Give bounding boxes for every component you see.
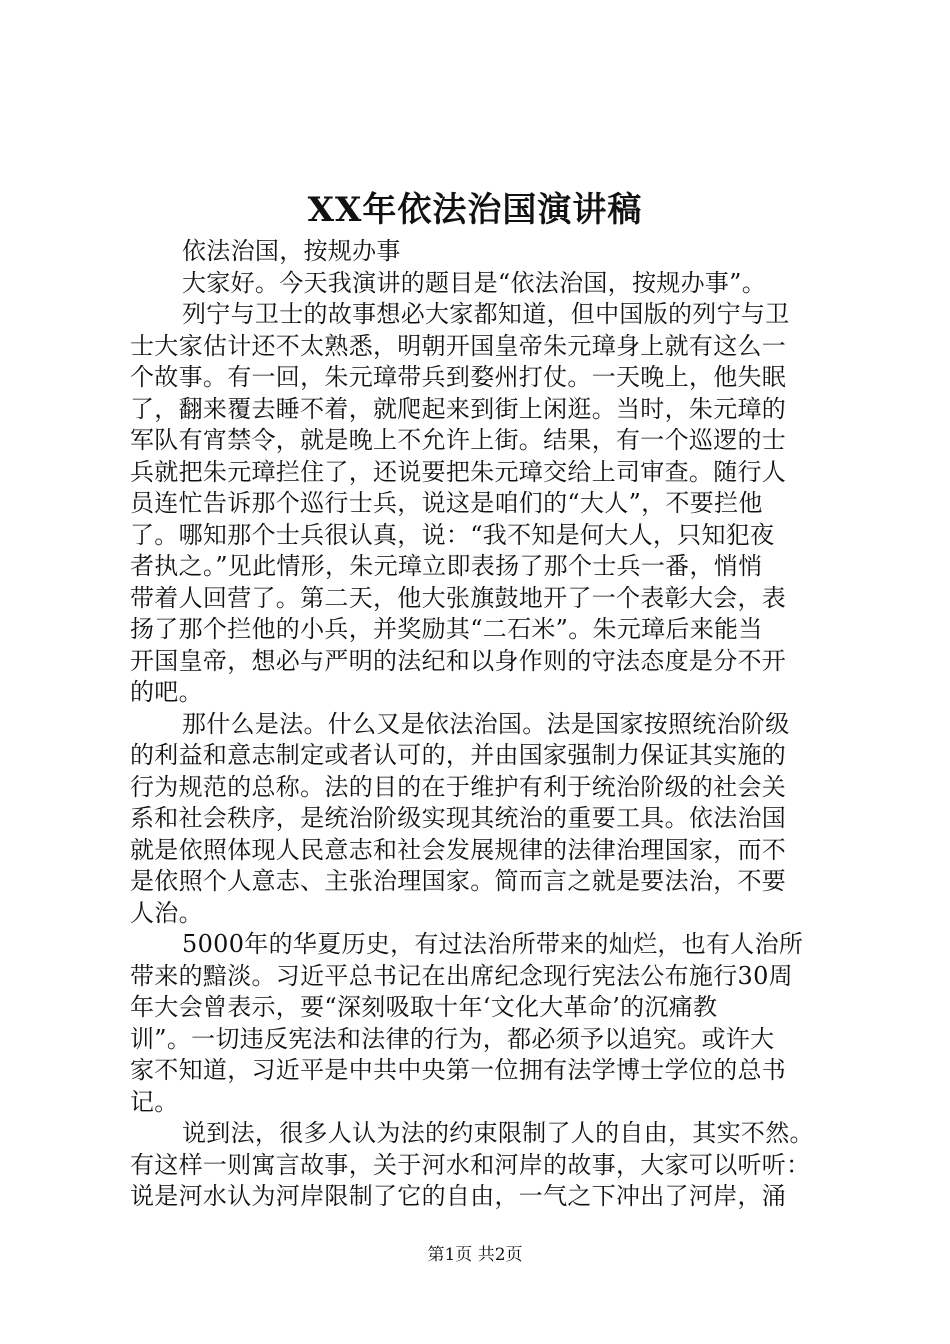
text-line: 是依照个人意志、主张治理国家。简而言之就是要法治，不要 (130, 867, 787, 895)
text-line: 说是河水认为河岸限制了它的自由，一气之下冲出了河岸，涌 (130, 1182, 787, 1210)
text-line: 记。 (130, 1087, 179, 1116)
text-line: 开国皇帝，想必与严明的法纪和以身作则的守法态度是分不开 (130, 646, 787, 675)
text-line: 系和社会秩序，是统治阶级实现其统治的重要工具。依法治国 (130, 804, 787, 832)
text-line: 就是依照体现人民意志和社会发展规律的法律治理国家，而不 (130, 835, 787, 864)
text-line: 扬了那个拦他的小兵，并奖励其“二石米”。朱元璋后来能当 (130, 615, 763, 643)
text-line: 带着人回营了。第二天，他大张旗鼓地开了一个表彰大会，表 (130, 583, 787, 612)
text-line: 5000年的华夏历史，有过法治所带来的灿烂，也有人治所 (182, 930, 804, 958)
text-line: 家不知道，习近平是中共中央第一位拥有法学博士学位的总书 (130, 1056, 787, 1084)
text-line: 大家好。今天我演讲的题目是“依法治国，按规办事”。 (182, 268, 767, 297)
text-line: 年大会曾表示，要“深刻吸取十年‘文化大革命’的沉痛教 (130, 993, 718, 1021)
text-line: 了，翻来覆去睡不着，就爬起来到街上闲逛。当时，朱元璋的 (130, 394, 787, 423)
text-line: 者执之。”见此情形，朱元璋立即表扬了那个士兵一番，悄悄 (130, 552, 763, 580)
text-line: 依法治国，按规办事 (182, 237, 401, 265)
text-line: 的吧。 (130, 678, 203, 706)
text-line: 的利益和意志制定或者认可的，并由国家强制力保证其实施的 (130, 741, 787, 769)
text-line: 那什么是法。什么又是依法治国。法是国家按照统治阶级 (182, 709, 790, 738)
text-line: 员连忙告诉那个巡行士兵，说这是咱们的“大人”，不要拦他 (130, 489, 763, 517)
document-body (130, 236, 842, 1213)
text-line: 列宁与卫士的故事想必大家都知道，但中国版的列宁与卫 (182, 300, 790, 328)
text-line: 人治。 (130, 898, 203, 927)
text-line: 个故事。有一回，朱元璋带兵到婺州打仗。一天晚上，他失眠 (130, 363, 787, 391)
text-line: 士大家估计还不太熟悉，明朝开国皇帝朱元璋身上就有这么一 (130, 331, 787, 360)
page-footer: 第1页 共2页 (427, 1245, 523, 1265)
text-line: 训”。一切违反宪法和法律的行为，都必须予以追究。或许大 (130, 1024, 775, 1053)
document-title: XX年依法治国演讲稿 (307, 190, 643, 230)
text-line: 有这样一则寓言故事，关于河水和河岸的故事，大家可以听听： (130, 1150, 811, 1179)
text-line: 了。哪知那个士兵很认真，说：“我不知是何大人，只知犯夜 (130, 520, 775, 549)
text-line: 兵就把朱元璋拦住了，还说要把朱元璋交给上司审查。随行人 (130, 457, 787, 486)
text-line: 说到法，很多人认为法的约束限制了人的自由，其实不然。 (182, 1119, 814, 1147)
text-line: 行为规范的总称。法的目的在于维护有利于统治阶级的社会关 (130, 772, 787, 801)
text-line: 军队有宵禁令，就是晚上不允许上街。结果，有一个巡逻的士 (130, 426, 787, 454)
text-line: 带来的黯淡。习近平总书记在出席纪念现行宪法公布施行30周 (130, 961, 793, 990)
